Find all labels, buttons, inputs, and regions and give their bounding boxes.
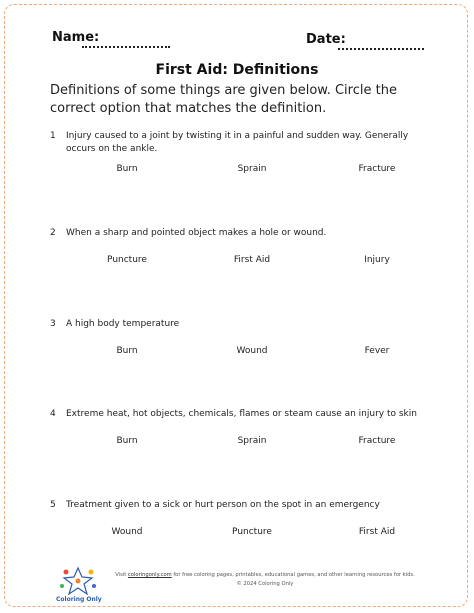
option-4c[interactable]: Fracture (358, 436, 396, 446)
footer-visit-suffix: for free coloring pages, printables, educational games, and other learning resources for kids. (171, 572, 415, 578)
footer-copyright: © 2024 Coloring Only (236, 581, 294, 587)
date-label: Date: (306, 32, 346, 47)
question-number: 3 (50, 319, 56, 329)
option-5c[interactable]: First Aid (358, 527, 396, 537)
question-number: 1 (50, 131, 56, 141)
date-line (338, 48, 424, 50)
question-2 (50, 227, 430, 240)
option-4b[interactable]: Sprain (237, 436, 267, 446)
option-1b[interactable]: Sprain (237, 164, 267, 174)
question-5 (50, 499, 430, 512)
footer-site-link[interactable]: coloringonly.com (127, 572, 172, 578)
page-title: First Aid: Definitions (155, 62, 319, 78)
question-number: 2 (50, 228, 56, 238)
instructions: Definitions of some things are given below. Circle the correct option that matches the definition. (50, 83, 397, 116)
option-5a[interactable]: Wound (111, 527, 143, 537)
option-1c[interactable]: Fracture (358, 164, 396, 174)
question-1 (50, 130, 430, 156)
option-2b[interactable]: First Aid (233, 255, 271, 265)
option-1a[interactable]: Burn (116, 164, 138, 174)
footer-visit-line (100, 571, 430, 579)
question-text: Injury caused to a joint by twisting it in a painful and sudden way. Generally occurs on the ankle. (66, 131, 409, 154)
question-text: When a sharp and pointed object makes a hole or wound. (66, 228, 327, 238)
question-text: Extreme heat, hot objects, chemicals, flames or steam cause an injury to skin (66, 409, 417, 419)
option-3a[interactable]: Burn (116, 346, 138, 356)
name-line (82, 46, 170, 48)
question-3 (50, 318, 430, 331)
logo-text: Coloring Only (56, 596, 102, 603)
option-2c[interactable]: Injury (364, 255, 390, 265)
coloring-only-logo-icon (58, 566, 98, 596)
question-text: A high body temperature (66, 319, 180, 329)
option-4a[interactable]: Burn (116, 436, 138, 446)
question-text: Treatment given to a sick or hurt person on the spot in an emergency (66, 500, 380, 510)
option-5b[interactable]: Puncture (232, 527, 272, 537)
option-2a[interactable]: Puncture (107, 255, 147, 265)
question-4 (50, 408, 430, 421)
question-number: 4 (50, 409, 56, 419)
option-3c[interactable]: Fever (364, 346, 390, 356)
question-number: 5 (50, 500, 56, 510)
footer-visit-prefix: Visit (115, 572, 128, 578)
option-3b[interactable]: Wound (236, 346, 268, 356)
name-label: Name: (52, 30, 100, 45)
